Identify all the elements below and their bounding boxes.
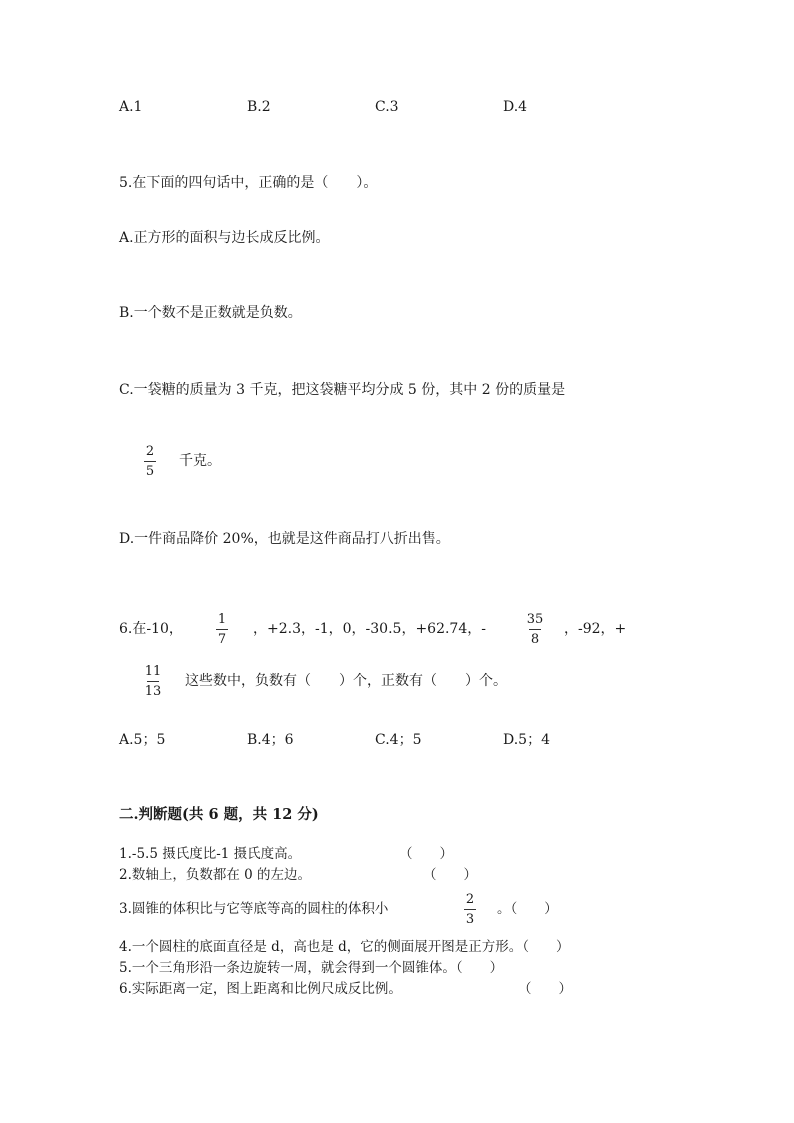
q6-fraction-2: [523, 612, 547, 647]
fraction-bar: [529, 629, 541, 630]
q6-option-b: B.4；6: [247, 732, 294, 748]
q4-option-c: C.3: [375, 99, 399, 115]
judge-item-1: 1.-5.5 摄氏度比-1 摄氏度高。: [119, 846, 302, 862]
q6-stem-part4: 这些数中，负数有（ ）个，正数有（ ）个。: [185, 673, 507, 689]
q6-stem-part3: ，-92，+: [564, 621, 627, 637]
q5-option-a: A.正方形的面积与边长成反比例。: [119, 230, 330, 246]
q6-option-a: A.5；5: [119, 732, 166, 748]
judge-item-5: 5.一个三角形沿一条边旋转一周，就会得到一个圆锥体。（ ）: [119, 960, 504, 976]
fraction-denominator: 3: [465, 912, 475, 927]
fraction-bar: [147, 681, 159, 682]
q6-stem-part2: ，+2.3，-1，0，-30.5，+62.74，-: [253, 621, 486, 637]
fraction-denominator: 8: [530, 632, 540, 647]
fraction-bar: [144, 461, 156, 462]
q5-stem: 5.在下面的四句话中，正确的是（ ）。: [119, 175, 378, 191]
q4-option-d: D.4: [503, 99, 528, 115]
fraction-bar: [464, 909, 476, 910]
q4-option-b: B.2: [247, 99, 271, 115]
fraction-denominator: 13: [144, 684, 162, 699]
judge-item-2-answer: （ ）: [423, 867, 477, 883]
q5-c-tail: 千克。: [179, 453, 221, 469]
judge-item-3: 3.圆锥的体积比与它等底等高的圆柱的体积小: [119, 901, 389, 917]
judge-item-6-answer: （ ）: [518, 981, 572, 997]
q6-fraction-3: [141, 664, 165, 699]
q4-option-a: A.1: [119, 99, 143, 115]
q5-c-fraction: [138, 444, 162, 479]
fraction-denominator: 5: [145, 464, 155, 479]
judge-item-3-fraction: [458, 892, 482, 927]
fraction-bar: [216, 629, 228, 630]
fraction-numerator: 2: [465, 892, 475, 907]
q5-option-b: B.一个数不是正数就是负数。: [119, 305, 302, 321]
fraction-numerator: 1: [217, 612, 227, 627]
q6-fraction-1: [210, 612, 234, 647]
q5-option-c: C.一袋糖的质量为 3 千克，把这袋糖平均分成 5 份，其中 2 份的质量是: [119, 382, 566, 398]
judge-item-1-answer: （ ）: [399, 846, 453, 862]
q6-stem-part1: 6.在-10，: [119, 621, 183, 637]
q6-option-c: C.4；5: [375, 732, 422, 748]
fraction-denominator: 7: [217, 632, 227, 647]
judge-item-3-answer: 。（ ）: [497, 901, 558, 917]
fraction-numerator: 11: [144, 664, 162, 679]
section-2-title: 二.判断题(共 6 题，共 12 分): [119, 806, 319, 823]
judge-item-4: 4.一个圆柱的底面直径是 d，高也是 d，它的侧面展开图是正方形。（ ）: [119, 939, 570, 955]
fraction-numerator: 2: [145, 444, 155, 459]
judge-item-6: 6.实际距离一定，图上距离和比例尺成反比例。: [119, 981, 402, 997]
q6-option-d: D.5；4: [503, 732, 550, 748]
fraction-numerator: 35: [526, 612, 544, 627]
q5-option-d: D.一件商品降价 20%，也就是这件商品打八折出售。: [119, 531, 450, 547]
judge-item-2: 2.数轴上，负数都在 0 的左边。: [119, 867, 312, 883]
